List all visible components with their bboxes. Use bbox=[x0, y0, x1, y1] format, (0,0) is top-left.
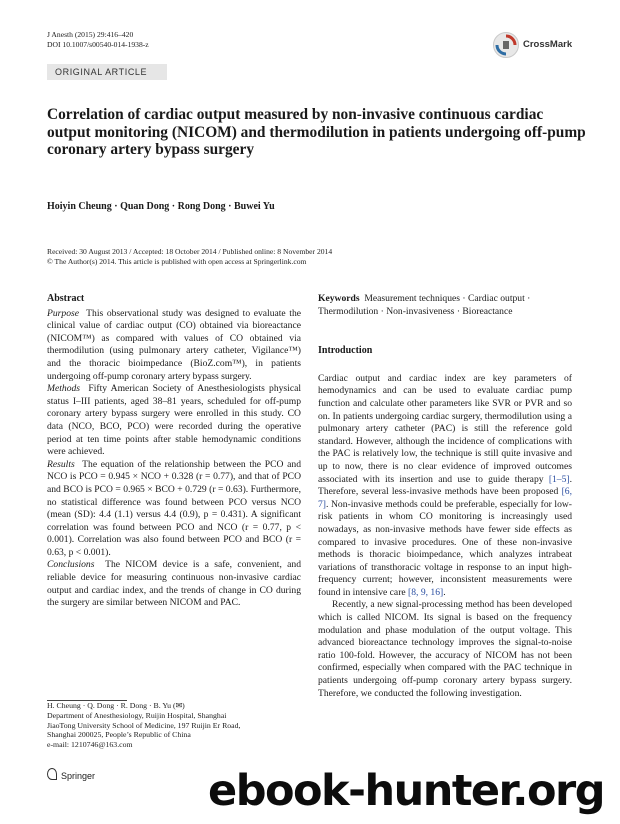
doi-link[interactable]: DOI 10.1007/s00540-014-1938-z bbox=[47, 40, 149, 49]
keywords-text: Measurement techniques · Cardiac output · Thermodilution · Non-invasiveness · Bioreactance bbox=[318, 293, 531, 317]
citation-link[interactable]: [1–5] bbox=[548, 473, 570, 485]
publisher-logo bbox=[47, 768, 95, 781]
methods-label: Methods bbox=[47, 383, 81, 395]
footnote-dept: Department of Anesthesiology, Ruijin Hospital, Shanghai bbox=[47, 710, 227, 720]
copyright-line: © The Author(s) 2014. This article is published with open access at Springerlink.com bbox=[47, 257, 307, 266]
keywords bbox=[318, 293, 572, 318]
dates-line: Received: 30 August 2013 / Accepted: 18 October 2014 / Published online: 8 November 2014 bbox=[47, 247, 333, 256]
introduction-heading: Introduction bbox=[318, 345, 373, 357]
article-dates bbox=[47, 247, 577, 267]
journal-citation: J Anesth (2015) 29:416–420 bbox=[47, 30, 134, 39]
author-affiliation bbox=[47, 701, 307, 750]
abstract-purpose bbox=[47, 308, 301, 384]
abstract-methods bbox=[47, 383, 301, 459]
abstract-conclusions bbox=[47, 559, 301, 609]
intro-text-c: . Non-invasive methods could be preferable, especially for low-risk patients in whom CO monitoring is increasingly used nowadays, as non-invasive methods have fewer side effects as compared to invasive procedures. One of these non-invasive methods is thoracic bioimpedance, which analyzes intrabeat variations of transthoracic voltage in response to an input high-frequency current; however, inconsistent measurements were found in intensive care bbox=[318, 498, 572, 598]
abstract-column bbox=[47, 293, 301, 610]
purpose-text: This observational study was designed to evaluate the clinical value of cardiac output (CO) obtained via bioreactance (NICOM™) as compared with values of CO obtained via thermodilution (using pulmonary artery catheter, Vigilance™) and the thoracic bioimpedance (BioZ.com™), in patients undergoing off-pump coronary artery bypass surgery. bbox=[47, 307, 302, 382]
intro-paragraph-2: Recently, a new signal-processing method has been developed which is called NICOM. Its signal is based on the frequency modulation and phase modulation of the output voltage. This advanced bioreactance technology improves the signal-to-noise ratio 100-fold. However, the accuracy of NICOM has not been confirmed, especially when compared with the PAC technique in patients undergoing off-pump coronary artery bypass surgery. Therefore, we conducted the following investigation. bbox=[318, 599, 572, 699]
publisher-name: Springer bbox=[61, 771, 96, 781]
footnote-email[interactable]: e-mail: 1210746@163.com bbox=[47, 740, 133, 750]
citation-link[interactable]: [6, 7] bbox=[318, 486, 572, 510]
footnote-authors: H. Cheung · Q. Dong · R. Dong · B. Yu (✉) bbox=[47, 701, 185, 710]
article-title: Correlation of cardiac output measured by non-invasive continuous cardiac output monitoring (NICOM) and thermodilution in patients undergoing off-pump coronary artery bypass surgery bbox=[47, 106, 586, 159]
footnote-univ: JiaoTong University School of Medicine, 197 Ruijin Er Road, bbox=[47, 720, 241, 730]
keywords-label: Keywords bbox=[318, 293, 360, 304]
footnote-city: Shanghai 200025, People’s Republic of China bbox=[47, 730, 191, 740]
results-text: The equation of the relationship between the PCO and NCO is PCO = 0.945 × NCO + 0.328 (r = 0.77), and that of PCO and BCO is PCO = 0.965 × BCO + 0.729 (r = 0.63). Furthermore, no statistical difference was found between PCO versus NCO (mean (SD): 4.4 (1.1) versus 4.4 (0.9), p = 0.431). A significant correlation was found between PCO and NCO (r = 0.77, p < 0.001). Correlation was also found between PCO and BCO (r = 0.63, p < 0.001). bbox=[47, 458, 302, 558]
watermark: ebook-hunter.org bbox=[208, 766, 604, 816]
results-label: Results bbox=[47, 458, 75, 470]
springer-horse-icon bbox=[47, 768, 57, 780]
crossmark-icon bbox=[493, 32, 519, 58]
intro-text-b: . Therefore, several less-invasive methods have been proposed bbox=[318, 473, 572, 498]
crossmark-label: CrossMark bbox=[523, 39, 573, 50]
abstract-heading: Abstract bbox=[47, 293, 85, 304]
methods-text: Fifty American Society of Anesthesiologists physical status I–III patients, aged 38–81 years, scheduled for off-pump coronary artery bypass surgery were enrolled in this study. CO data (NCO, BCO, PCO) were recorded during the operative period at ten time points after stable hemodynamic conditions were achieved. bbox=[47, 383, 302, 458]
conclusions-label: Conclusions bbox=[47, 559, 95, 571]
intro-text-d: . bbox=[443, 586, 446, 598]
intro-text-a: Cardiac output and cardiac index are key parameters of hemodynamics and can be used to evaluate cardiac pump function and calculate other parameters like SVR or PVR and so on. In patients undergoing cardiac surgery, thermodilution using a pulmonary artery catheter (PAC) is still the reference gold standard. However, although the incidence of complications with the PAC is relatively low, the technique is still quite invasive and up to now, there is no clear evidence of improved outcomes associated with its insertion and use to guide therapy bbox=[318, 372, 572, 485]
conclusions-text: The NICOM device is a safe, convenient, and reliable device for measuring continuous non-invasive cardiac output and cardiac index, and the trends of change in CO during the surgery are similar between NICOM and PAC. bbox=[47, 559, 302, 609]
body-column bbox=[318, 293, 572, 700]
citation-link[interactable]: [8, 9, 16] bbox=[408, 586, 444, 598]
article-type-badge: ORIGINAL ARTICLE bbox=[47, 64, 167, 80]
author-list: Hoiyin Cheung · Quan Dong · Rong Dong · Buwei Yu bbox=[47, 201, 275, 212]
journal-meta bbox=[47, 30, 149, 50]
abstract-results bbox=[47, 459, 301, 560]
crossmark-badge[interactable] bbox=[493, 32, 573, 58]
purpose-label: Purpose bbox=[47, 307, 79, 319]
intro-paragraph-1 bbox=[318, 373, 572, 600]
